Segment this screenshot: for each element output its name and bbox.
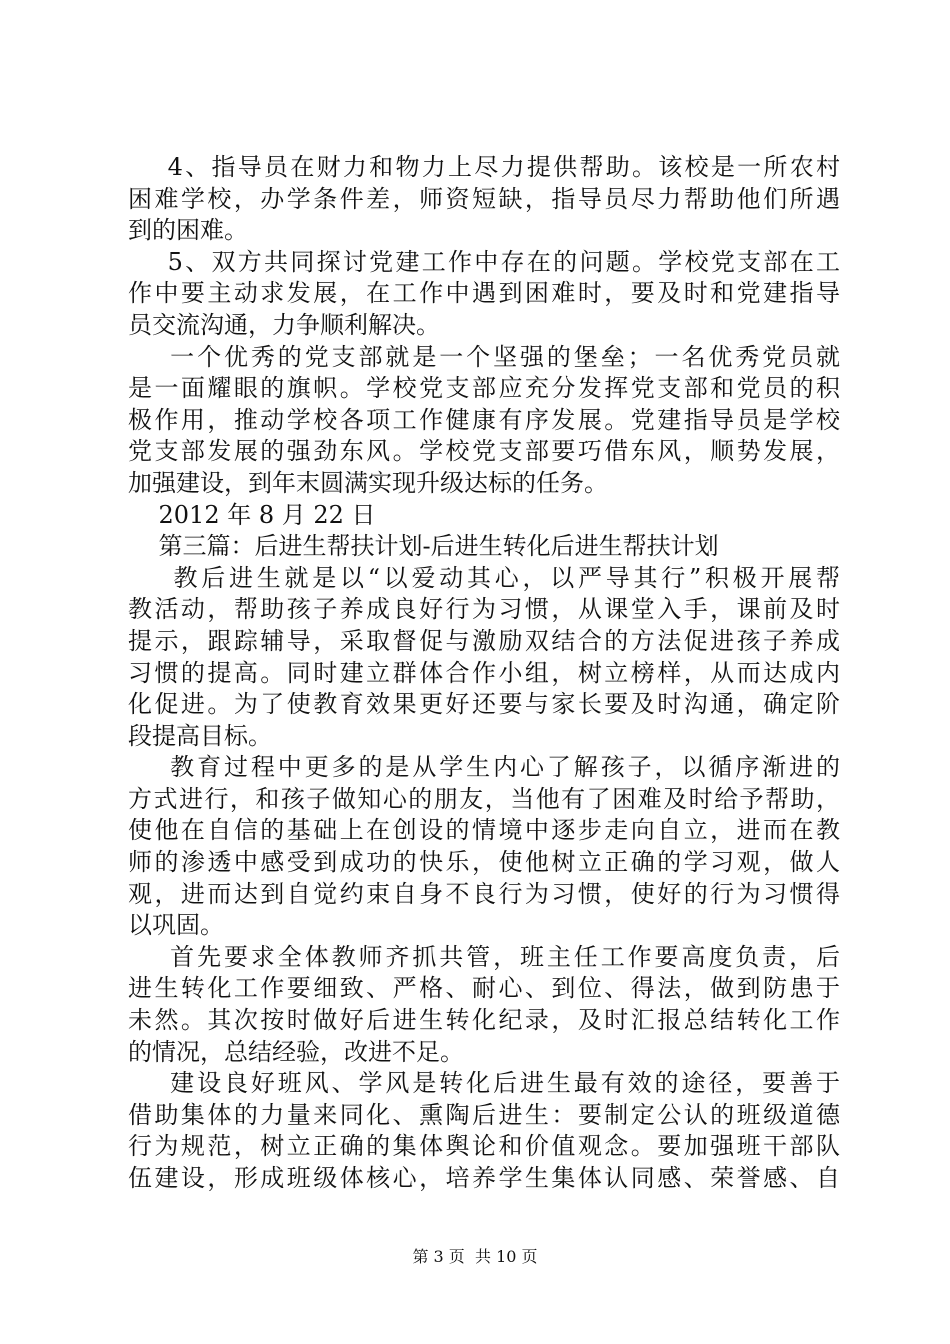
text-line: 员交流沟通，力争顺利解决。 [128,310,440,339]
body-text [128,152,840,1195]
text-line: 首先要求全体教师齐抓共管，班主任工作要高度负责，后 [128,942,840,971]
text-line: 4、指导员在财力和物力上尽力提供帮助。该校是一所农村 [128,153,840,181]
text-line: 极作用，推动学校各项工作健康有序发展。党建指导员是学校 [128,405,840,434]
text-line: 以巩固。 [128,911,224,940]
text-line: 方式进行，和孩子做知心的朋友，当他有了困难及时给予帮助， [128,784,840,813]
text-line: 2012 年 8 月 22 日 [128,500,376,529]
footer-page-number: 第 3 页 [412,1247,465,1266]
text-line: 教后进生就是以“以爱动其心，以严导其行”积极开展帮 [128,563,840,592]
text-line: 党支部发展的强劲东风。学校党支部要巧借东风，顺势发展， [128,437,840,466]
text-line: 的情况，总结经验，改进不足。 [128,1037,464,1066]
text-line: 进生转化工作要细致、严格、耐心、到位、得法，做到防患于 [128,974,840,1003]
text-line: 提示，跟踪辅导，采取督促与激励双结合的方法促进孩子养成 [128,626,840,655]
text-line: 习惯的提高。同时建立群体合作小组，树立榜样，从而达成内 [128,658,840,687]
text-line: 第三篇：后进生帮扶计划-后进生转化后进生帮扶计划 [128,532,719,561]
text-line: 化促进。为了使教育效果更好还要与家长要及时沟通，确定阶 [128,690,840,719]
page-footer [0,1244,950,1267]
text-line: 行为规范，树立正确的集体舆论和价值观念。要加强班干部队 [128,1132,840,1161]
footer-total-pages: 共 10 页 [474,1247,538,1266]
text-line: 教育过程中更多的是从学生内心了解孩子，以循序渐进的 [128,753,840,782]
text-line: 借助集体的力量来同化、熏陶后进生：要制定公认的班级道德 [128,1100,840,1129]
text-line: 5、双方共同探讨党建工作中存在的问题。学校党支部在工 [128,247,840,276]
text-line: 观，进而达到自觉约束自身不良行为习惯，使好的行为习惯得 [128,879,840,908]
text-line: 伍建设，形成班级体核心，培养学生集体认同感、荣誉感、自 [128,1164,840,1192]
text-line: 使他在自信的基础上在创设的情境中逐步走向自立，进而在教 [128,816,840,845]
text-line: 师的渗透中感受到成功的快乐，使他树立正确的学习观，做人 [128,848,840,877]
text-line: 作中要主动求发展，在工作中遇到困难时，要及时和党建指导 [128,279,840,308]
text-line: 建设良好班风、学风是转化后进生最有效的途径，要善于 [128,1069,840,1098]
text-line: 一个优秀的党支部就是一个坚强的堡垒；一名优秀党员就 [128,342,840,371]
text-line: 段提高目标。 [128,721,272,750]
text-line: 到的困难。 [128,216,248,245]
text-line: 是一面耀眼的旗帜。学校党支部应充分发挥党支部和党员的积 [128,374,840,403]
text-line: 困难学校，办学条件差，师资短缺，指导员尽力帮助他们所遇 [128,184,840,213]
text-line: 未然。其次按时做好后进生转化纪录，及时汇报总结转化工作 [128,1006,840,1035]
text-line: 加强建设，到年末圆满实现升级达标的任务。 [128,468,608,497]
text-line: 教活动，帮助孩子养成良好行为习惯，从课堂入手，课前及时 [128,595,840,624]
